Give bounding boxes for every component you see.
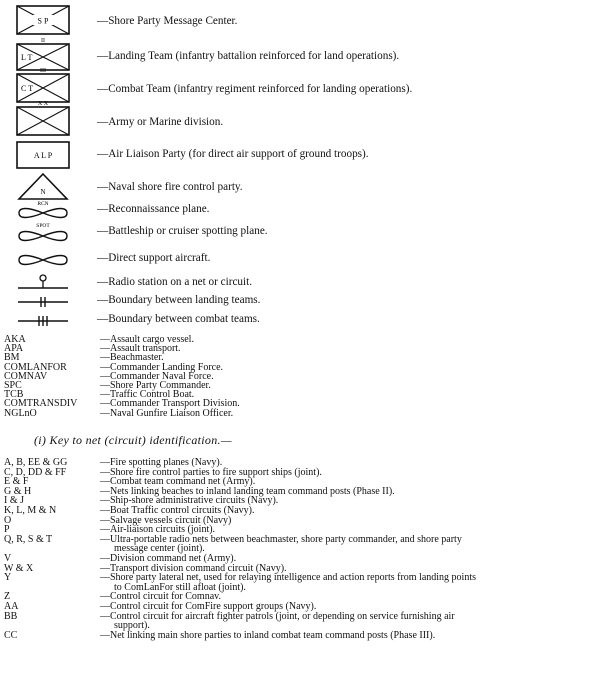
- net-row: [4, 554, 596, 564]
- symbol-description: —Reconnaissance plane.: [97, 203, 210, 215]
- abbreviation-row: [4, 409, 594, 418]
- net-key: K, L, M & N: [4, 504, 57, 516]
- direct-support-aircraft-symbol: [14, 248, 72, 270]
- abbreviation-meaning: —Beachmaster.: [100, 352, 164, 364]
- spotting-plane-symbol: [14, 221, 72, 245]
- abbreviation: TCB: [4, 389, 24, 401]
- net-row: [4, 468, 596, 478]
- abbreviation: SPC: [4, 379, 22, 391]
- net-row: [4, 535, 596, 554]
- net-key: A, B, EE & GG: [4, 457, 68, 468]
- net-key: BB: [4, 610, 18, 622]
- symbol-row: [0, 4, 600, 38]
- net-key: Y: [4, 572, 12, 584]
- abbreviation: COMTRANSDIV: [4, 398, 78, 410]
- net-key: C, D, DD & FF: [4, 466, 67, 478]
- net-description: —Ship-shore administrative circuits (Navy).: [100, 495, 279, 507]
- net-description: —Ultra-portable radio nets between beachmaster, shore party commander, and shore party: [100, 533, 462, 545]
- net-description: —Shore party lateral net, used for relaying intelligence and action reports from landing points: [100, 572, 476, 584]
- symbol-row: [0, 293, 600, 311]
- echelon-mark: II: [41, 38, 45, 44]
- net-row: [4, 573, 596, 592]
- landing-team-boundary-symbol: [14, 293, 72, 311]
- symbol-box-text: N: [40, 188, 46, 196]
- net-description: —Control circuit for aircraft fighter patrols (joint, or depending on service furnishing air: [100, 610, 455, 622]
- abbreviation-meaning: —Assault transport.: [100, 343, 181, 355]
- abbreviation-meaning: —Commander Naval Force.: [100, 370, 214, 382]
- symbol-description: —Battleship or cruiser spotting plane.: [97, 225, 268, 237]
- net-description: —Air-liaison circuits (joint).: [100, 524, 216, 536]
- abbreviation: COMNAV: [4, 370, 48, 382]
- abbreviation-meaning: —Shore Party Commander.: [100, 379, 211, 391]
- net-key: AA: [4, 600, 19, 612]
- symbol-row: [0, 99, 600, 137]
- abbreviation-meaning: —Assault cargo vessel.: [100, 334, 194, 345]
- net-row: [4, 631, 596, 641]
- reconnaissance-plane-symbol: [14, 199, 72, 221]
- abbreviation-row: [4, 372, 594, 381]
- air-liaison-party-symbol: [14, 140, 72, 170]
- symbol-row: [0, 273, 600, 293]
- division-symbol: [14, 99, 72, 137]
- symbol-box-text: A L P: [33, 151, 53, 160]
- abbreviation-row: [4, 390, 594, 399]
- shore-party-message-center-symbol: [14, 4, 72, 38]
- net-row: [4, 506, 596, 516]
- symbol-description: —Naval shore fire control party.: [97, 181, 243, 193]
- symbol-description: —Shore Party Message Center.: [97, 15, 238, 27]
- net-key: W & X: [4, 562, 34, 574]
- symbol-description: —Boundary between landing teams.: [97, 294, 261, 306]
- net-description: —Control circuit for Comnav.: [100, 591, 221, 603]
- symbol-description: —Radio station on a net or circuit.: [97, 276, 253, 288]
- net-description: —Transport division command circuit (Navy).: [100, 562, 287, 574]
- abbreviation: APA: [4, 343, 24, 355]
- net-description-continued: message center (joint).: [114, 543, 205, 555]
- symbol-box-text: RCN: [37, 201, 49, 207]
- abbreviation-meaning: —Naval Gunfire Liaison Officer.: [100, 407, 234, 419]
- net-row: [4, 496, 596, 506]
- abbreviation: NGLnO: [4, 407, 37, 419]
- echelon-mark: X X: [37, 101, 49, 107]
- abbreviation-list: [4, 335, 594, 418]
- symbol-row: [0, 199, 600, 221]
- abbreviation-meaning: —Commander Landing Force.: [100, 361, 224, 373]
- abbreviation: BM: [4, 352, 20, 364]
- symbol-box-text: L T: [21, 53, 33, 62]
- net-key: E & F: [4, 476, 29, 488]
- net-description-continued: support).: [114, 620, 150, 632]
- abbreviation-row: [4, 363, 594, 372]
- net-key: I & J: [4, 495, 24, 507]
- abbreviation-meaning: —Traffic Control Boat.: [100, 389, 195, 401]
- abbreviation: COMLANFOR: [4, 361, 67, 373]
- symbol-box-text: C T: [21, 84, 34, 93]
- net-key: O: [4, 514, 12, 526]
- echelon-mark: III: [40, 68, 46, 74]
- net-key: G & H: [4, 485, 32, 497]
- net-description: —Nets linking beaches to inland landing team command posts (Phase II).: [100, 485, 395, 497]
- net-key: Z: [4, 591, 11, 603]
- abbreviation: AKA: [4, 334, 26, 345]
- radio-station-symbol: [14, 273, 72, 293]
- combat-team-boundary-symbol: [14, 312, 72, 330]
- abbreviation-row: [4, 399, 594, 408]
- net-identification-list: [4, 458, 596, 640]
- symbol-row: [0, 221, 600, 245]
- abbreviation-row: [4, 335, 594, 344]
- net-description: —Division command net (Army).: [100, 552, 237, 564]
- abbreviation-meaning: —Commander Transport Division.: [100, 398, 240, 410]
- abbreviation-row: [4, 344, 594, 353]
- net-row: [4, 612, 596, 631]
- net-description: —Fire spotting planes (Navy).: [100, 457, 223, 468]
- symbol-description: —Landing Team (infantry battalion reinforced for land operations).: [97, 50, 400, 62]
- net-row: [4, 516, 596, 526]
- net-description: —Salvage vessels circuit (Navy): [100, 514, 232, 526]
- net-row: [4, 487, 596, 497]
- symbol-description: —Army or Marine division.: [97, 116, 224, 128]
- net-key: P: [4, 524, 10, 536]
- net-key-heading: (i) Key to net (circuit) identification.—: [34, 433, 232, 447]
- net-key: Q, R, S & T: [4, 533, 53, 545]
- symbol-description: —Boundary between combat teams.: [97, 313, 260, 325]
- symbol-row: [0, 172, 600, 202]
- abbreviation-row: [4, 353, 594, 362]
- net-description: —Control circuit for ComFire support groups (Navy).: [100, 600, 317, 612]
- net-description: —Combat team command net (Army).: [100, 476, 256, 488]
- abbreviation-row: [4, 381, 594, 390]
- net-key: CC: [4, 629, 18, 641]
- net-key: V: [4, 552, 12, 564]
- symbol-row: [0, 248, 600, 270]
- symbol-description: —Direct support aircraft.: [97, 252, 211, 264]
- naval-shore-fire-control-symbol: [14, 172, 72, 202]
- net-description-continued: to ComLanFor still afloat (joint).: [114, 581, 246, 593]
- symbol-description: —Combat Team (infantry regiment reinforced for landing operations).: [97, 83, 413, 95]
- net-description: —Boat Traffic control circuits (Navy).: [100, 504, 255, 516]
- symbol-box-text: S P: [37, 16, 49, 26]
- symbol-box-text: SPOT: [36, 223, 50, 229]
- net-description: —Shore fire control parties to fire support ships (joint).: [100, 466, 322, 478]
- symbol-row: [0, 140, 600, 170]
- net-description: —Net linking main shore parties to inland combat team command posts (Phase III).: [100, 629, 436, 641]
- symbol-row: [0, 312, 600, 330]
- symbol-description: —Air Liaison Party (for direct air support of ground troops).: [97, 148, 369, 160]
